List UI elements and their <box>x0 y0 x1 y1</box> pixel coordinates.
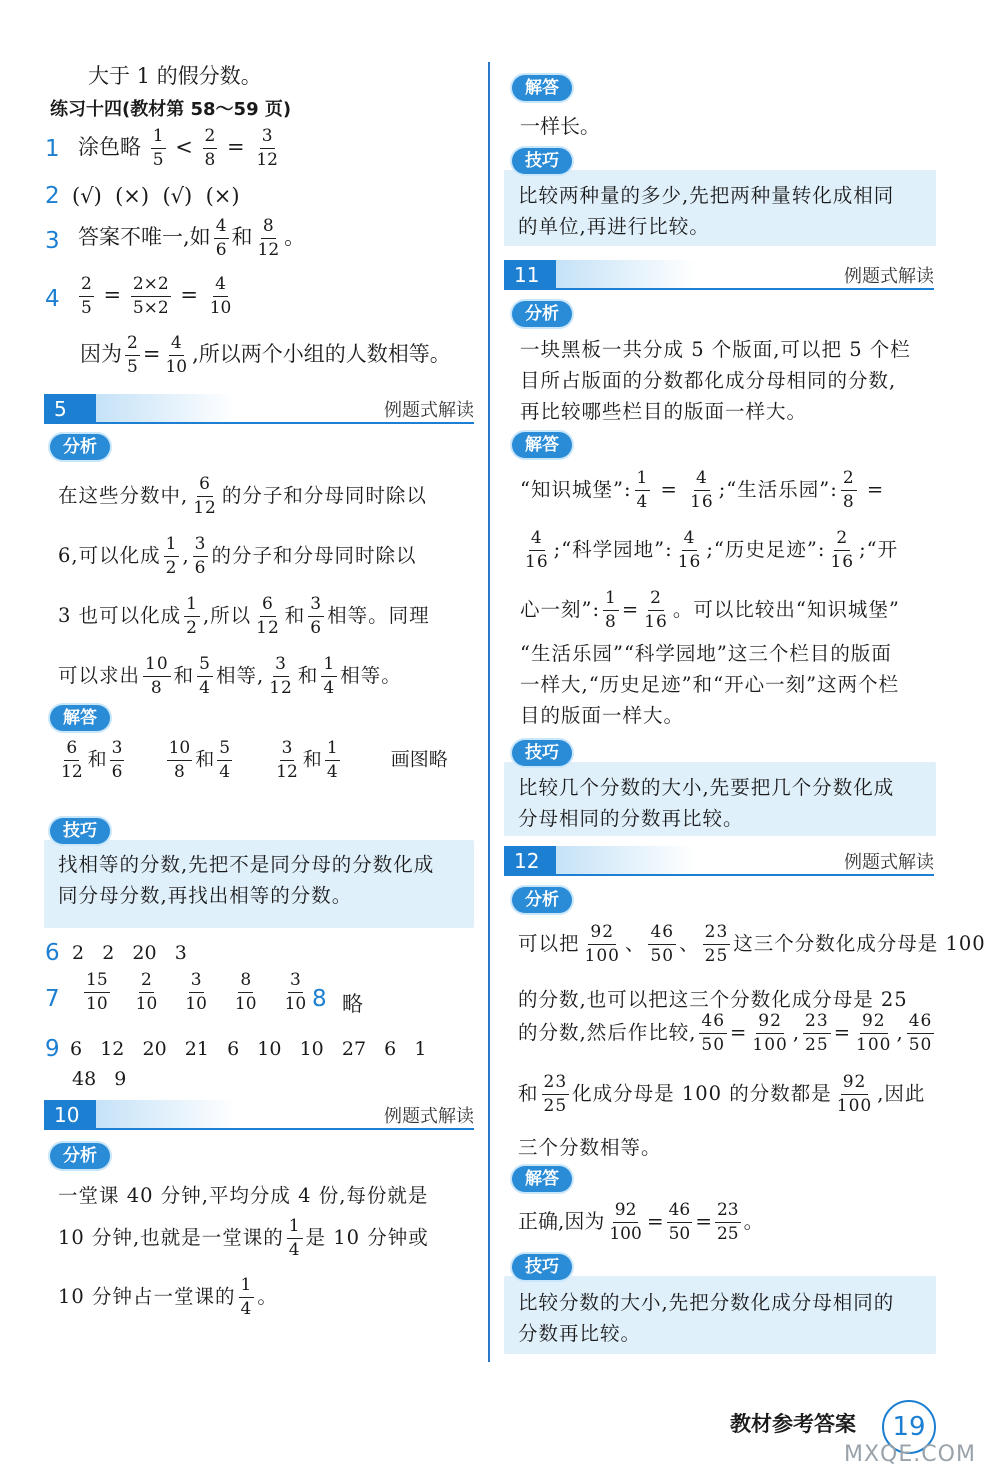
q5-line-2: 6,可以化成 $\frac{1}{2}$ , $\frac{3}{6}$ 的分子和分母同时除以 <box>58 534 417 578</box>
operator: = <box>227 135 245 159</box>
fraction: $\frac{23}{25}$ <box>805 1011 829 1055</box>
fraction: $\frac{5}{4}$ <box>199 654 211 698</box>
q4-equation: $\frac{2}{5}$ = $\frac{2\times 2}{5\times 2}$ = $\frac{4}{10}$ <box>81 274 232 318</box>
fraction: $\frac{3}{6}$ <box>194 534 207 578</box>
q5-line-3: 3 也可以化成 $\frac{1}{2}$ ,所以 $\frac{6}{12}$ 和 $\frac{3}{6}$ 相等。同理 <box>58 594 430 638</box>
fraction: $\frac{1}{4}$ <box>288 1216 301 1260</box>
fraction: $\frac{2}{5}$ <box>127 333 138 377</box>
q5-line-1: 在这些分数中, $\frac{6}{12}$ 的分子和分母同时除以 <box>58 474 427 518</box>
q8-text: 略 <box>342 992 363 1016</box>
fraction: $\frac{3}{6}$ <box>310 594 323 638</box>
q11-answer-line-1: “知识城堡”: $\frac{1}{4}$ = $\frac{4}{16}$ ;“生活乐园”: $\frac{2}{8}$ = <box>520 468 885 512</box>
q12-line-1: 可以把 $\frac{92}{100}$ 、 $\frac{46}{50}$ 、 $\frac{23}{25}$ 这三个分数化成分母是 100 <box>518 922 986 966</box>
fraction: $\frac{4}{10}$ <box>209 274 232 318</box>
q10-number: 10 <box>44 1100 96 1130</box>
fraction: $\frac{46}{50}$ <box>650 922 675 966</box>
continued-tip-badge: 技巧 <box>512 148 572 174</box>
q12-line-3: 的分数,然后作比较, $\frac{46}{50}$ = $\frac{92}{100}$ , $\frac{23}{25}$ = $\frac{92}{100}$ , $\frac{46}{50}$ <box>518 1011 933 1055</box>
right-column <box>488 0 1000 1472</box>
fraction: $\frac{92}{100}$ <box>856 1011 892 1055</box>
fraction: $\frac{5}{4}$ <box>219 738 231 782</box>
q4-number: 4 <box>45 286 60 312</box>
fraction: $\frac{1}{4}$ <box>323 654 336 698</box>
draw-omitted: 画图略 <box>390 748 448 771</box>
fraction: $\frac{23}{25}$ <box>543 1072 568 1116</box>
q11-answer-text <box>520 460 900 640</box>
fraction: $\frac{23}{25}$ <box>704 922 729 966</box>
q5-analysis-text <box>58 466 430 706</box>
q12-line-4: 和 $\frac{23}{25}$ 化成分母是 100 的分数都是 $\frac{92}{100}$ ,因此 <box>518 1072 926 1116</box>
q11-tip-badge: 技巧 <box>512 740 572 766</box>
page-number: 19 <box>882 1400 936 1454</box>
fraction: $\frac{8}{12}$ <box>257 216 280 260</box>
q6-number: 6 <box>45 940 60 966</box>
q7-fraction: $\frac{3}{10}$ <box>185 970 207 1014</box>
q7-fraction: $\frac{15}{10}$ <box>86 970 108 1014</box>
fraction: $\frac{10}{8}$ <box>168 738 191 782</box>
q7-number: 7 <box>45 986 60 1012</box>
q11-analysis-text: 一块黑板一共分成 5 个版面,可以把 5 个栏 目所占版面的分数都化成分母相同的分数, 再比较哪些栏目的版面一样大。 <box>520 338 911 423</box>
band-rule <box>44 422 474 424</box>
fraction: $\frac{6}{12}$ <box>256 594 280 638</box>
fraction: $\frac{1}{4}$ <box>636 468 649 512</box>
continued-answer-badge: 解答 <box>512 75 572 101</box>
fraction: $\frac{3}{12}$ <box>256 126 278 170</box>
q7-fraction: $\frac{3}{10}$ <box>284 970 307 1014</box>
q7-fraction: $\frac{2}{10}$ <box>135 970 158 1014</box>
fraction: $\frac{1}{2}$ <box>186 594 198 638</box>
intro-text: 大于 1 的假分数。 <box>88 64 262 88</box>
fraction: $\frac{92}{100}$ <box>836 1072 873 1116</box>
fraction: $\frac{46}{50}$ <box>701 1011 726 1055</box>
band-rule <box>44 1128 474 1130</box>
fraction: $\frac{1}{8}$ <box>605 588 617 632</box>
fraction: $\frac{2}{8}$ <box>204 126 216 170</box>
fraction: $\frac{1}{2}$ <box>165 534 178 578</box>
band-gradient <box>96 1100 236 1130</box>
q3-number: 3 <box>45 228 60 254</box>
q11-header-band <box>504 260 934 290</box>
continued-tip-text: 比较两种量的多少,先把两种量转化成相同 的单位,再进行比较。 <box>518 184 895 238</box>
q12-tip-badge: 技巧 <box>512 1254 572 1280</box>
q11-answer-badge: 解答 <box>512 432 572 458</box>
q5-answer-line: $\frac{6}{12}$ 和 $\frac{3}{6}$ $\frac{10}{8}$ 和 $\frac{5}{4}$ $\frac{3}{12}$ 和 $\frac{1}{4}$ 画图略 <box>61 738 448 782</box>
band-gradient <box>556 846 696 876</box>
q12-number: 12 <box>504 846 556 876</box>
q9-line-1: 6 12 20 21 6 10 10 27 6 1 <box>70 1038 427 1060</box>
q1-number: 1 <box>45 136 60 162</box>
fraction: $\frac{6}{12}$ <box>193 474 217 518</box>
q10-line-3: 10 分钟占一堂课的 $\frac{1}{4}$ 。 <box>58 1275 278 1319</box>
fraction: $\frac{1}{4}$ <box>326 738 338 782</box>
q2-answers: (√) (×) (√) (×) <box>72 184 240 208</box>
q6-values: 2 2 20 3 <box>72 942 187 964</box>
q11-number: 11 <box>504 260 556 290</box>
fraction: $\frac{1}{4}$ <box>240 1275 253 1319</box>
exercise-title: 练习十四(教材第 58～59 页) <box>50 99 292 120</box>
q12-tip-text: 比较分数的大小,先把分数化成分母相同的 分数再比较。 <box>518 1291 895 1345</box>
fraction: $\frac{92}{100}$ <box>752 1011 788 1055</box>
q12-answer-text: 正确,因为 $\frac{92}{100}$ = $\frac{46}{50}$ = $\frac{23}{25}$ 。 <box>518 1200 764 1244</box>
q11-tip-text: 比较几个分数的大小,先要把几个分数化成 分母相同的分数再比较。 <box>518 776 895 830</box>
fraction: $\frac{3}{12}$ <box>276 738 298 782</box>
band-gradient <box>556 260 696 290</box>
q2-number: 2 <box>45 183 60 209</box>
q4-conclusion: 因为 $\frac{2}{5}$ = $\frac{4}{10}$ ,所以两个小组的人数相等。 <box>80 333 451 377</box>
fraction: $\frac{92}{100}$ <box>584 922 620 966</box>
q11-tag: 例题式解读 <box>844 266 934 287</box>
q12-analysis-badge: 分析 <box>512 887 572 913</box>
q1-answer <box>78 128 283 169</box>
q10-line-2: 10 分钟,也就是一堂课的 $\frac{1}{4}$ 是 10 分钟或 <box>58 1216 429 1260</box>
fraction: $\frac{3}{12}$ <box>269 654 293 698</box>
fraction: $\frac{3}{6}$ <box>111 738 123 782</box>
q10-line-1: 一堂课 40 分钟,平均分成 4 份,每份就是 <box>58 1184 429 1207</box>
fraction: $\frac{1}{5}$ <box>152 126 164 170</box>
q1-text: 涂色略 <box>78 135 141 159</box>
fraction: $\frac{2}{16}$ <box>830 528 855 572</box>
left-column <box>0 0 488 1472</box>
q8-number: 8 <box>312 986 327 1012</box>
continued-answer-text: 一样长。 <box>520 114 600 138</box>
fraction: $\frac{2}{5}$ <box>81 274 92 318</box>
fraction: $\frac{4}{6}$ <box>215 216 227 260</box>
fraction: $\frac{4}{16}$ <box>690 468 714 512</box>
fraction: $\frac{4}{16}$ <box>525 528 549 572</box>
q10-analysis-badge: 分析 <box>50 1143 110 1169</box>
q9-line-2: 48 9 <box>72 1068 127 1090</box>
q5-number: 5 <box>44 394 96 424</box>
operator: < <box>175 135 193 159</box>
q5-answer-badge: 解答 <box>50 705 110 731</box>
footer-title: 教材参考答案 <box>730 1412 856 1436</box>
fraction: $\frac{4}{10}$ <box>165 333 188 377</box>
fraction: $\frac{10}{8}$ <box>145 654 169 698</box>
fraction: $\frac{46}{50}$ <box>908 1011 933 1055</box>
fraction: $\frac{2\times 2}{5\times 2}$ <box>132 274 169 318</box>
q12-line-5: 三个分数相等。 <box>518 1136 662 1159</box>
band-rule <box>504 288 934 290</box>
q5-tip-text: 找相等的分数,先把不是同分母的分数化成 同分母分数,再找出相等的分数。 <box>58 853 435 907</box>
fraction: $\frac{4}{16}$ <box>677 528 702 572</box>
q5-header-band <box>44 394 474 424</box>
fraction: $\frac{46}{50}$ <box>668 1200 691 1244</box>
band-rule <box>504 874 934 876</box>
q10-header-band <box>44 1100 474 1130</box>
q11-answer-text-cont: “生活乐园”“科学园地”这三个栏目的版面 一样大,“历史足迹”和“开心一刻”这两个栏 目的版面一样大。 <box>520 642 900 727</box>
fraction: $\frac{2}{16}$ <box>644 588 668 632</box>
q9-number: 9 <box>45 1036 60 1062</box>
q12-tag: 例题式解读 <box>844 852 934 873</box>
q5-tip-badge: 技巧 <box>50 818 110 844</box>
q11-answer-line-3: 心一刻”: $\frac{1}{8}$ = $\frac{2}{16}$ 。可以比较出“知识城堡” <box>520 588 900 632</box>
q7-fraction: $\frac{8}{10}$ <box>234 970 257 1014</box>
q7-fractions <box>72 972 320 1013</box>
fraction: $\frac{2}{8}$ <box>842 468 855 512</box>
q12-header-band <box>504 846 934 876</box>
q11-analysis-badge: 分析 <box>512 301 572 327</box>
q5-line-4: 可以求出 $\frac{10}{8}$ 和 $\frac{5}{4}$ 相等, $\frac{3}{12}$ 和 $\frac{1}{4}$ 相等。 <box>58 654 402 698</box>
watermark: MXQE.COM <box>844 1442 976 1467</box>
q5-analysis-badge: 分析 <box>50 434 110 460</box>
fraction: $\frac{23}{25}$ <box>716 1200 739 1244</box>
q3-answer: 答案不唯一,如 $\frac{4}{6}$ 和 $\frac{8}{12}$ 。 <box>78 216 306 260</box>
fraction: $\frac{6}{12}$ <box>61 738 83 782</box>
q5-tag: 例题式解读 <box>384 400 474 421</box>
q12-answer-badge: 解答 <box>512 1166 572 1192</box>
q10-tag: 例题式解读 <box>384 1106 474 1127</box>
fraction: $\frac{92}{100}$ <box>609 1200 642 1244</box>
q12-line-2: 的分数,也可以把这三个分数化成分母是 25 <box>518 988 908 1011</box>
band-gradient <box>96 394 236 424</box>
q11-answer-line-2: $\frac{4}{16}$ ;“科学园地”: $\frac{4}{16}$ ;“历史足迹”: $\frac{2}{16}$ ;“开 <box>525 528 899 572</box>
